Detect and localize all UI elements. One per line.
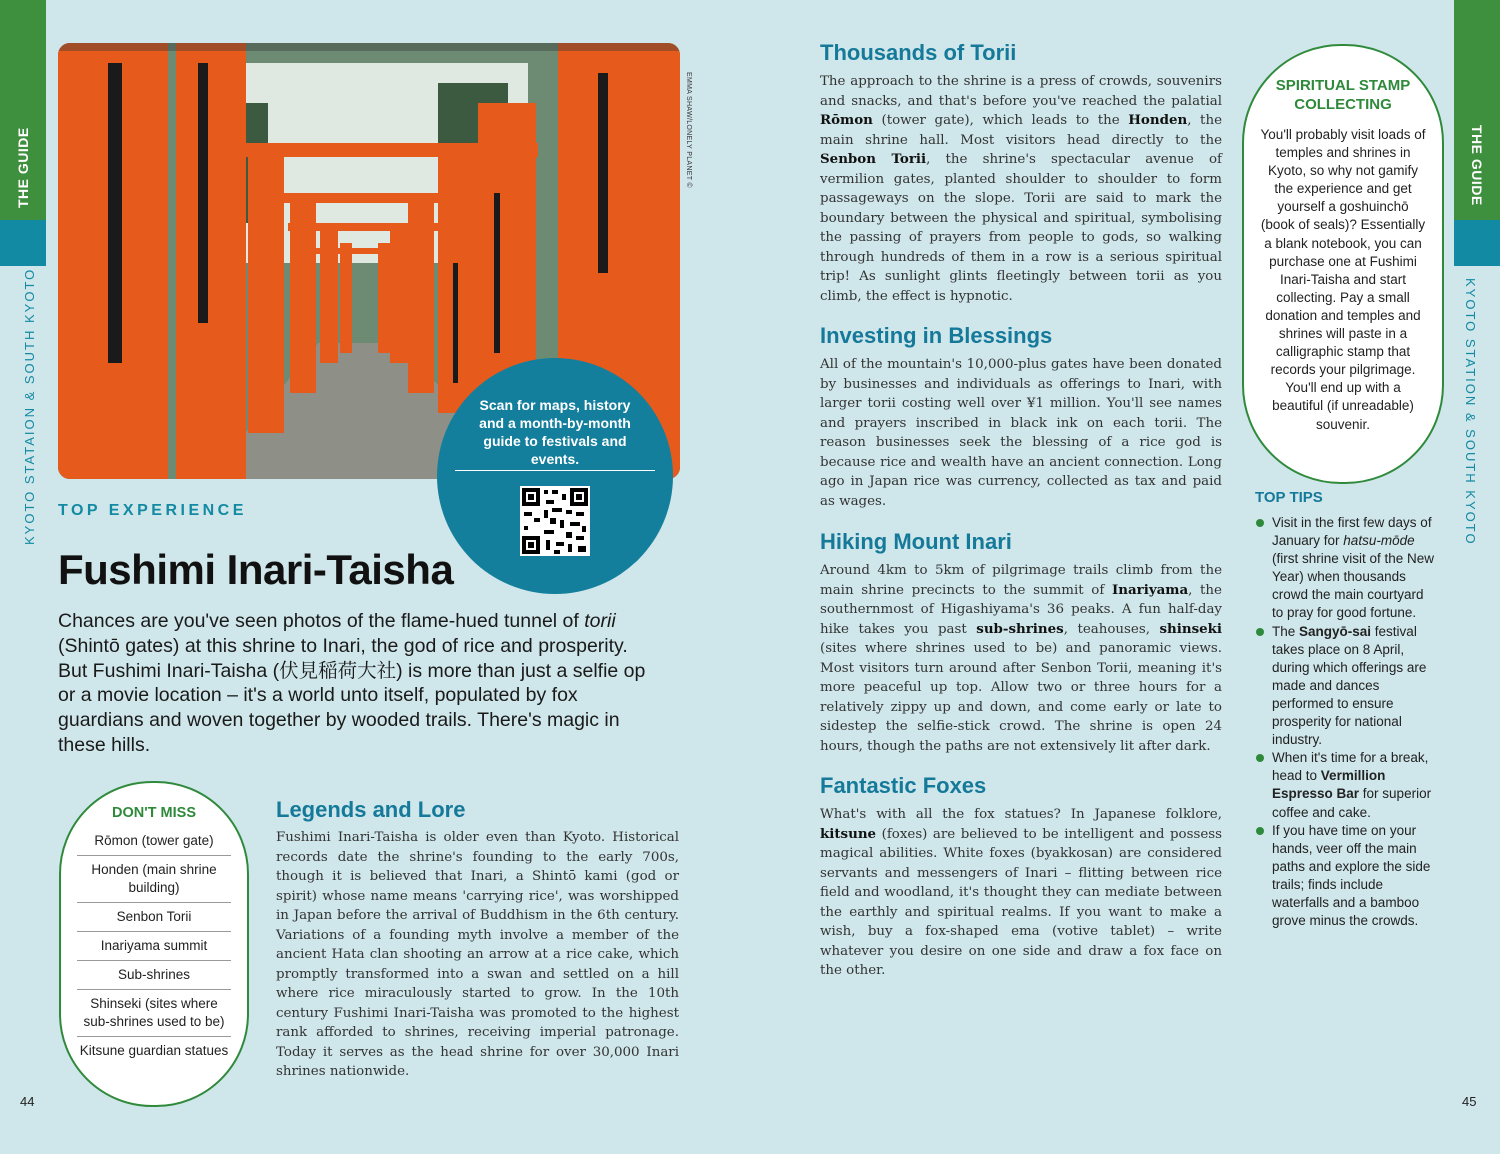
right-guide-label: THE GUIDE	[1469, 125, 1485, 206]
list-item: Shinseki (sites where sub-shrines used to be)	[77, 990, 231, 1037]
blessings-body: All of the mountain's 10,000-plus gates have been donated by businesses and individuals as offerings to Inari, with larger torii costing well over ¥1 million. You'll see names and prayers inscribed in black ink on each torii. The reason businesses seek the blessing of a rice god is because rice and wealth have an ancient connection. Long ago in Japan rice was currency, collected as tax and paid as wages.	[820, 357, 1222, 509]
list-item: Kitsune guardian statues	[79, 1043, 229, 1058]
page-number-right: 45	[1462, 1094, 1477, 1109]
top-experience-kicker: TOP EXPERIENCE	[58, 502, 247, 519]
foxes-heading: Fantastic Foxes	[820, 773, 987, 798]
left-section-tab-marker	[0, 220, 46, 266]
list-item: When it's time for a break, head to Vermillion Espresso Bar for superior coffee and cake.	[1255, 749, 1435, 821]
right-section-label: KYOTO STATION & SOUTH KYOTO	[1463, 278, 1478, 546]
left-guide-label: THE GUIDE	[15, 127, 31, 208]
top-tips-title: TOP TIPS	[1255, 489, 1323, 506]
list-item: Visit in the first few days of January for hatsu-mōde (first shrine visit of the New Year) when thousands crowd the main courtyard to pray for good fortune.	[1255, 514, 1435, 623]
spiritual-stamp-box	[1242, 44, 1444, 484]
hiking-body: Around 4km to 5km of pilgrimage trails climb from the main shrine precincts to the summit of Inariyama, the southernmost of Higashiyama's 36 peaks. A fun half-day hike takes you past sub-shrines, teahouses, shinseki (sites where shrines used to be) and panoramic views. Most visitors turn around after Senbon Torii, meaning it's more peaceful up top. Allow two or three hours for a relatively zippy up and down, and come early or late to sidestep the selfie-stick crowd. The shrine is open 24 hours, though the paths are not extensively lit after dark.	[820, 563, 1222, 754]
list-item: Inariyama summit	[77, 932, 231, 961]
list-item: Honden (main shrine building)	[77, 856, 231, 903]
torii-body: The approach to the shrine is a press of crowds, souvenirs and snacks, and that's before you've reached the palatial Rōmon (tower gate), which leads to the Honden, the main shrine hall. Most visitors head directly to the Senbon Torii, the shrine's spectacular avenue of vermilion gates, planted shoulder to shoulder to form passageways on the slope. Torii are said to mark the boundary between the physical and spiritual, symbolising the passing of prayers from people to gods, so walking through hundreds of them in a row is a serious spiritual trip! As sunlight glints fleetingly between torii as you climb, the effect is hypnotic.	[820, 74, 1222, 304]
stamp-title: SPIRITUAL STAMP COLLECTING	[1275, 77, 1411, 113]
qr-divider	[455, 470, 655, 471]
list-item: The Sangyō-sai festival takes place on 8 April, during which offerings are made and dances performed to ensure prosperity for national industry.	[1255, 623, 1435, 750]
intro-paragraph: Chances are you've seen photos of the flame-hued tunnel of torii (Shintō gates) at this shrine to Inari, the god of rice and prosperity. But Fushimi Inari-Taisha (伏見稲荷大社) is more than just a selfie op or a movie location – it's a world unto itself, populated by fox guardians and woven together by wooded trails. There's magic in these hills.	[58, 610, 646, 756]
dont-miss-box	[59, 781, 249, 1107]
qr-callout[interactable]	[437, 358, 673, 594]
foxes-body: What's with all the fox statues? In Japanese folklore, kitsune (foxes) are believed to be intelligent and possess magical abilities. White foxes (byakkosan) are considered servants and messengers of Inari – flitting between rice field and woodland, it's thought they can mediate between the earthly and spiritual realms. If you want to make a wish, buy a fox-shaped ema (votive tablet) – write whatever you desire on one side and draw a fox face on the other.	[820, 807, 1222, 978]
legends-body: Fushimi Inari-Taisha is older even than Kyoto. Historical records date the shrine's founding to the early 700s, though it is believed that Inari, a Shintō kami (god or spirit) whose name means 'carrying rice', was worshipped in Japan before the arrival of Buddhism in the 6th century. Variations of a founding myth involve a member of the ancient Hata clan shooting an arrow at a rice cake, which promptly transformed into a swan and settled on a hill where rice miraculously started to grow. In the 10th century Fushimi Inari-Taisha was promoted to the highest rank afforded to shrines, receiving imperial patronage. Today it serves as the head shrine for over 30,000 Inari shrines nationwide.	[276, 830, 679, 1079]
list-item: Sub-shrines	[77, 961, 231, 990]
stamp-body: You'll probably visit loads of temples and shrines in Kyoto, so why not gamify the experience and get yourself a goshuinchō (book of seals)? Essentially a blank notebook, you can purchase one at Fushimi Inari-Taisha and start collecting. Pay a small donation and temples and shrines will paste in a calligraphic stamp that records your pilgrimage. You'll end up with a beautiful (if unreadable) souvenir.	[1260, 127, 1426, 432]
dont-miss-list	[77, 827, 231, 1065]
photo-credit: EMMA SHAW/LONELY PLANET ©	[685, 72, 692, 188]
qr-code-icon[interactable]	[520, 486, 590, 556]
left-section-label: KYOTO STATAION & SOUTH KYOTO	[22, 267, 37, 545]
page-title: Fushimi Inari-Taisha	[58, 546, 454, 593]
page-number-left: 44	[20, 1094, 35, 1109]
hiking-heading: Hiking Mount Inari	[820, 529, 1012, 554]
torii-heading: Thousands of Torii	[820, 40, 1017, 65]
legends-heading: Legends and Lore	[276, 797, 466, 822]
right-section-tab-marker	[1454, 220, 1500, 266]
dont-miss-title: DON'T MISS	[111, 805, 196, 821]
list-item: Rōmon (tower gate)	[77, 827, 231, 856]
blessings-heading: Investing in Blessings	[820, 323, 1053, 348]
top-tips-list	[1255, 514, 1435, 930]
list-item: If you have time on your hands, veer off the main paths and explore the side trails; finds include waterfalls and a bamboo grove minus the crowds.	[1255, 822, 1435, 931]
qr-callout-text: Scan for maps, history and a month-by-month guide to festivals and events.	[479, 397, 631, 467]
list-item: Senbon Torii	[77, 903, 231, 932]
